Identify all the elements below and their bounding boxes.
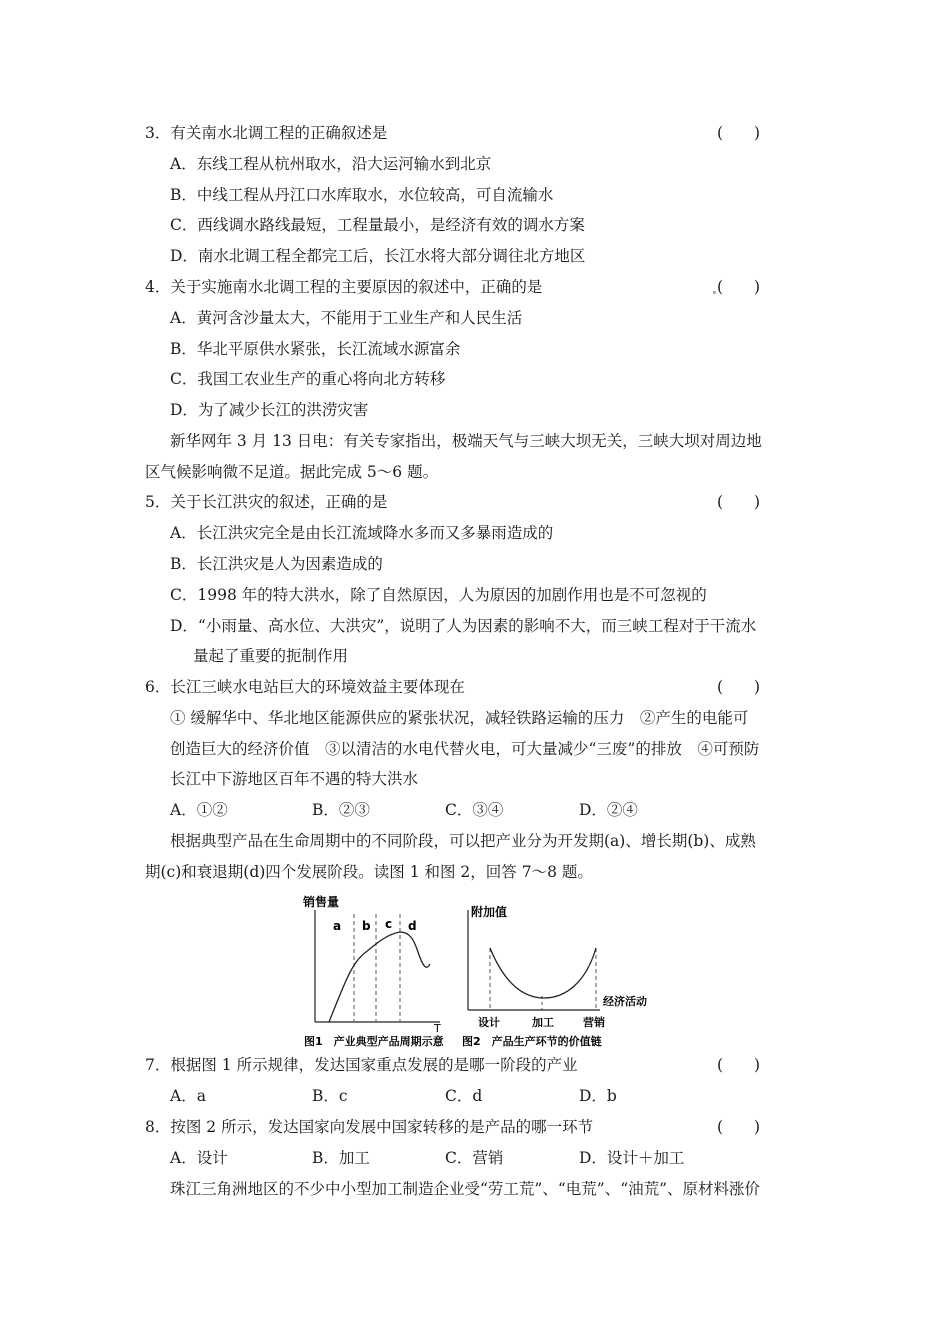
q4-option-d: D．为了减少长江的洪涝灾害 — [170, 401, 369, 419]
q8-choice-a: A．设计 — [170, 1149, 228, 1167]
q6-body-line-2: 创造巨大的经济价值 ③以清洁的水电代替火电，可大量减少“三废”的排放 ④可预防 — [170, 740, 760, 758]
q3-answer-paren: ( ) — [717, 124, 761, 142]
q4-answer-paren: ( ) — [717, 278, 761, 296]
q3-option-b: B．中线工程从丹江口水库取水，水位较高，可自流输水 — [170, 186, 554, 204]
q3-option-d: D．南水北调工程全都完工后，长江水将大部分调往北方地区 — [170, 247, 586, 265]
q4-option-b: B．华北平原供水紧张，长江流域水源富余 — [170, 340, 461, 358]
figure-2 — [462, 904, 647, 1048]
fig2-x-label: 经济活动 — [603, 995, 647, 1008]
fig1-stage-b: b — [362, 919, 371, 933]
q8-choice-d: D．设计＋加工 — [579, 1149, 685, 1167]
q7-stem: 7．根据图 1 所示规律，发达国家重点发展的是哪一阶段的产业 — [145, 1056, 578, 1074]
q6-choice-d: D．②④ — [579, 801, 638, 819]
q6-answer-paren: ( ) — [717, 678, 761, 696]
q3-stem: 3．有关南水北调工程的正确叙述是 — [145, 124, 388, 142]
fig1-stage-a: a — [333, 919, 342, 933]
fig2-tick-process: 加工 — [532, 1016, 554, 1029]
q8-answer-paren: ( ) — [717, 1118, 761, 1136]
q5-answer-paren: ( ) — [717, 493, 761, 511]
q5-option-d: D．“小雨量、高水位、大洪灾”，说明了人为因素的影响不大，而三峡工程对于干流水 — [170, 617, 757, 635]
q5-option-c: C．1998 年的特大洪水，除了自然原因，人为原因的加剧作用也是不可忽视的 — [170, 586, 707, 604]
fig2-y-label: 附加值 — [471, 905, 508, 919]
q6-choice-b: B．②③ — [312, 801, 370, 819]
q6-stem: 6．长江三峡水电站巨大的环境效益主要体现在 — [145, 678, 465, 696]
q4-stem: 4．关于实施南水北调工程的主要原因的叙述中，正确的是 — [145, 278, 543, 296]
fig1-caption: 图1 产业典型产品周期示意 — [304, 1035, 444, 1048]
q8-choice-c: C．营销 — [445, 1149, 504, 1167]
q6-body-line-1: ① 缓解华中、华北地区能源供应的紧张状况，减轻铁路运输的压力 ②产生的电能可 — [170, 709, 749, 727]
q6-choice-c: C．③④ — [445, 801, 504, 819]
scan-speck — [713, 291, 716, 294]
q5-option-a: A．长江洪灾完全是由长江流域降水多而又多暴雨造成的 — [170, 524, 554, 542]
q3-option-a: A．东线工程从杭州取水，沿大运河输水到北京 — [170, 155, 492, 173]
q4-option-a: A．黄河含沙量太大，不能用于工业生产和人民生活 — [170, 309, 523, 327]
fig2-tick-design: 设计 — [478, 1016, 500, 1029]
q5-option-d-cont: 量起了重要的扼制作用 — [193, 647, 349, 665]
fig2-smile-curve — [490, 948, 596, 998]
figures-svg — [300, 892, 660, 1048]
fig1-x-label: T — [434, 1022, 441, 1035]
intro-7-8-line-1: 根据典型产品在生命周期中的不同阶段，可以把产业分为开发期(a)、增长期(b)、成熟 — [170, 832, 756, 850]
fig1-stage-c: c — [385, 917, 393, 931]
q7-choice-a: A．a — [170, 1087, 206, 1105]
intro-5-6-line-2: 区气候影响微不足道。据此完成 5～6 题。 — [145, 463, 439, 481]
q7-choice-b: B．c — [312, 1087, 348, 1105]
q6-body-line-3: 长江中下游地区百年不遇的特大洪水 — [170, 770, 419, 788]
q7-choice-d: D．b — [579, 1087, 617, 1105]
intro-next-line-1: 珠江三角洲地区的不少中小型加工制造企业受“劳工荒”、“电荒”、“油荒”、原材料涨价 — [170, 1180, 761, 1198]
intro-5-6-line-1: 新华网年 3 月 13 日电：有关专家指出，极端天气与三峡大坝无关，三峡大坝对周边地 — [170, 432, 762, 450]
q5-option-b: B．长江洪灾是人为因素造成的 — [170, 555, 383, 573]
fig1-lifecycle-curve — [329, 932, 430, 1022]
intro-7-8-line-2: 期(c)和衰退期(d)四个发展阶段。读图 1 和图 2，回答 7～8 题。 — [145, 863, 593, 881]
q3-option-c: C．西线调水路线最短，工程量最小，是经济有效的调水方案 — [170, 216, 585, 234]
q6-choice-a: A．①② — [170, 801, 228, 819]
q7-answer-paren: ( ) — [717, 1056, 761, 1074]
figure-1 — [303, 894, 444, 1048]
q7-choice-c: C．d — [445, 1087, 483, 1105]
fig1-y-label: 销售量 — [303, 895, 340, 909]
q8-stem: 8．按图 2 所示，发达国家向发展中国家转移的是产品的哪一环节 — [145, 1118, 594, 1136]
q4-option-c: C．我国工农业生产的重心将向北方转移 — [170, 370, 446, 388]
fig2-tick-marketing: 营销 — [583, 1016, 605, 1029]
fig2-caption: 图2 产品生产环节的价值链 — [462, 1035, 602, 1048]
q8-choice-b: B．加工 — [312, 1149, 370, 1167]
fig1-stage-d: d — [408, 919, 417, 933]
q5-stem: 5．关于长江洪灾的叙述，正确的是 — [145, 493, 388, 511]
